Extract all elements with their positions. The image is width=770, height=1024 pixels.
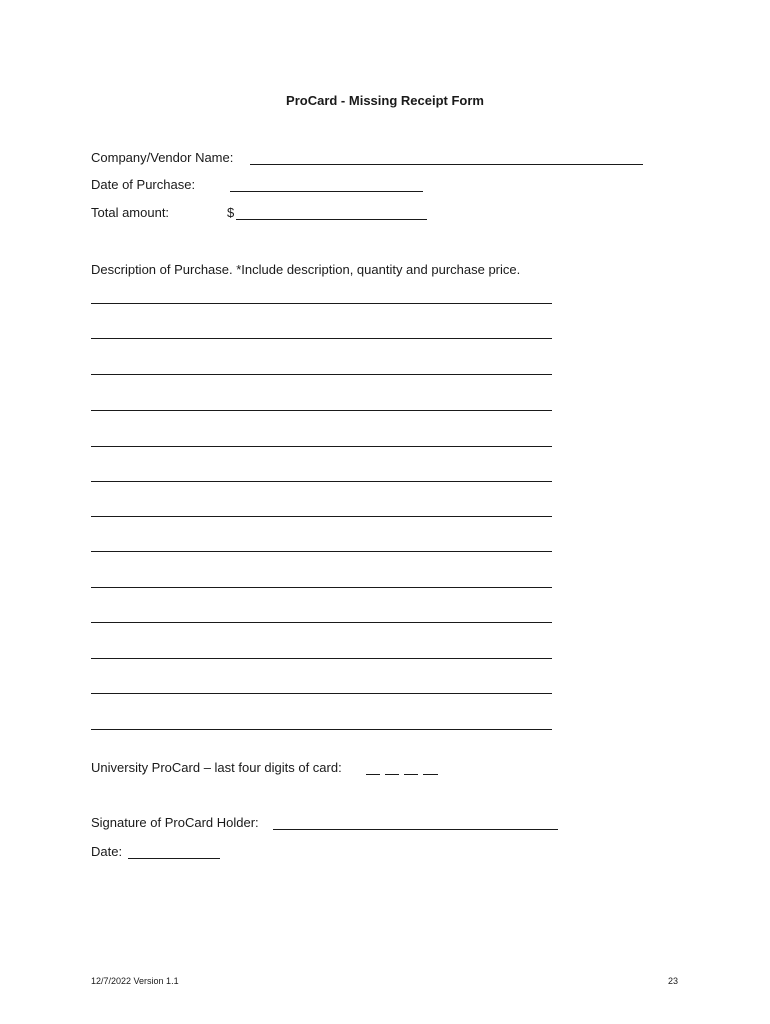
card-digit-field[interactable]: [423, 774, 438, 775]
description-line[interactable]: [91, 446, 552, 447]
description-line[interactable]: [91, 481, 552, 482]
card-digit-field[interactable]: [404, 774, 418, 775]
total-amount-field[interactable]: [236, 219, 427, 220]
description-line[interactable]: [91, 587, 552, 588]
description-line[interactable]: [91, 374, 552, 375]
version-footer: 12/7/2022 Version 1.1: [91, 976, 179, 986]
description-line[interactable]: [91, 338, 552, 339]
page-number: 23: [668, 976, 679, 986]
currency-symbol: $: [227, 205, 235, 220]
date-field[interactable]: [128, 858, 220, 859]
description-line[interactable]: [91, 693, 552, 694]
description-line[interactable]: [91, 551, 552, 552]
description-line[interactable]: [91, 622, 552, 623]
card-digits-label: University ProCard – last four digits of card:: [91, 760, 342, 775]
date-label: Date:: [91, 844, 123, 859]
description-line[interactable]: [91, 516, 552, 517]
signature-label: Signature of ProCard Holder:: [91, 815, 259, 830]
total-amount-label: Total amount:: [91, 205, 170, 220]
date-of-purchase-label: Date of Purchase:: [91, 177, 196, 192]
date-of-purchase-field[interactable]: [230, 191, 423, 192]
description-line[interactable]: [91, 303, 552, 304]
signature-field[interactable]: [273, 829, 558, 830]
card-digit-field[interactable]: [385, 774, 399, 775]
description-line[interactable]: [91, 410, 552, 411]
card-digit-field[interactable]: [366, 774, 380, 775]
description-line[interactable]: [91, 658, 552, 659]
vendor-label: Company/Vendor Name:: [91, 150, 234, 165]
vendor-name-field[interactable]: [250, 164, 643, 165]
description-line[interactable]: [91, 729, 552, 730]
form-title: ProCard - Missing Receipt Form: [286, 93, 484, 108]
description-label: Description of Purchase. *Include description, quantity and purchase price.: [91, 262, 521, 277]
